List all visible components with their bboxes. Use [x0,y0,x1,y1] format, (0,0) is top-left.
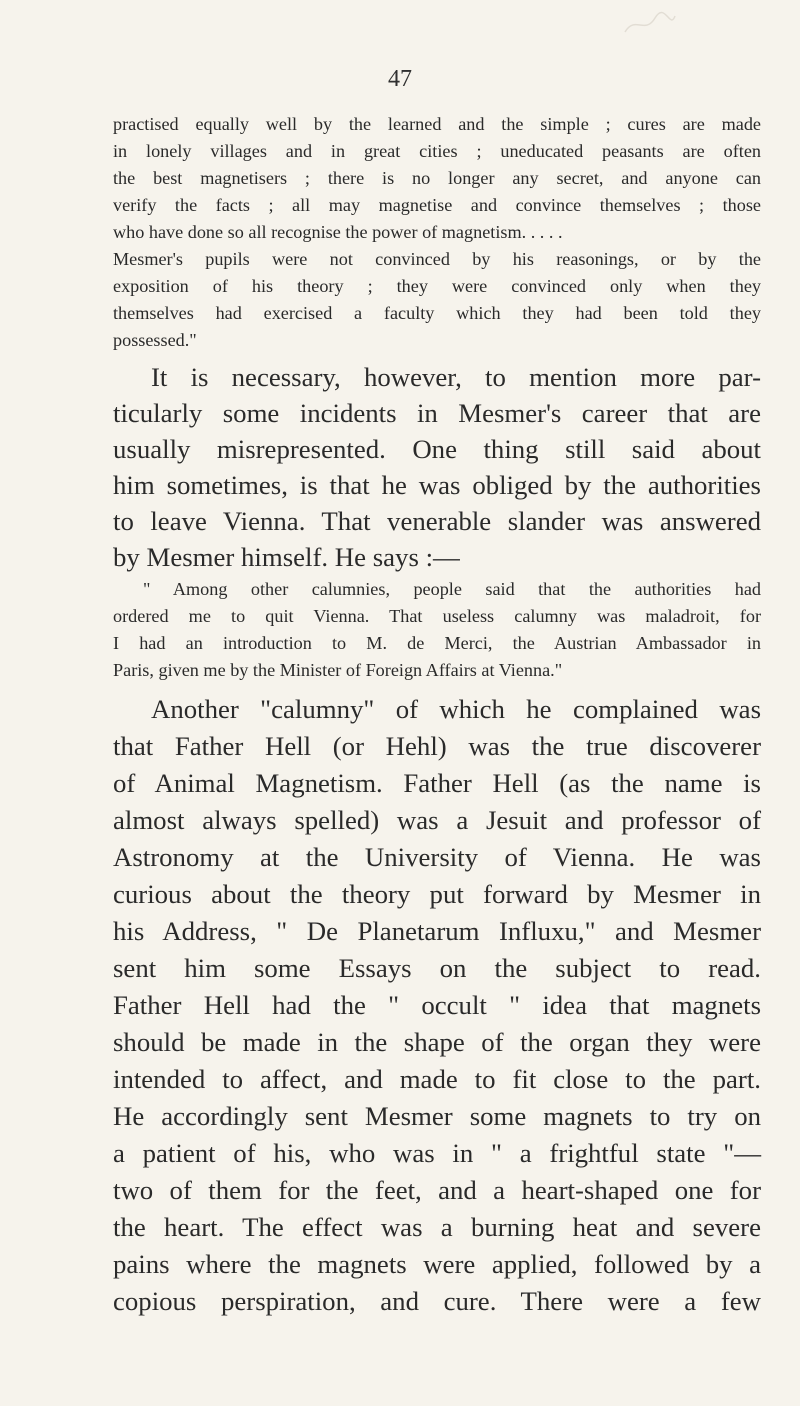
text-line: two of them for the feet, and a heart-shaped one for [113,1175,761,1205]
text-line: It is necessary, however, to mention more par- [151,362,761,392]
text-line: almost always spelled) was a Jesuit and professor of [113,805,761,835]
text-line: ordered me to quit Vienna. That useless calumny was maladroit, for [113,606,761,626]
text-line: who have done so all recognise the power of magnetism. . . . . [113,222,563,242]
text-line: that Father Hell (or Hehl) was the true discoverer [113,731,761,761]
text-line: a patient of his, who was in " a frightful state "— [113,1138,761,1168]
text-line: should be made in the shape of the organ they were [113,1027,761,1057]
text-line: of Animal Magnetism. Father Hell (as the name is [113,768,761,798]
text-line: Paris, given me by the Minister of Foreign Affairs at Vienna." [113,660,563,680]
text-line: verify the facts ; all may magnetise and convince themselves ; those [113,195,761,215]
text-line: Another "calumny" of which he complained was [151,694,761,724]
text-line: ticularly some incidents in Mesmer's career that are [113,398,761,428]
text-line: to leave Vienna. That venerable slander was answered [113,506,761,536]
text-line: the best magnetisers ; there is no longer any secret, and anyone can [113,168,761,188]
text-line: the heart. The effect was a burning heat and severe [113,1212,761,1242]
text-line: practised equally well by the learned and the simple ; cures are made [113,114,761,134]
text-line: He accordingly sent Mesmer some magnets to try on [113,1101,761,1131]
text-line: themselves had exercised a faculty which they had been told they [113,303,761,323]
text-line: in lonely villages and in great cities ; uneducated peasants are often [113,141,761,161]
text-line: Father Hell had the " occult " idea that magnets [113,990,761,1020]
page-number: 47 [388,66,412,92]
text-line: him sometimes, is that he was obliged by the authorities [113,470,761,500]
text-line: usually misrepresented. One thing still said about [113,434,761,464]
text-line: his Address, " De Planetarum Influxu," and Mesmer [113,916,761,946]
text-line: Mesmer's pupils were not convinced by his reasonings, or by the [113,249,761,269]
text-line: curious about the theory put forward by Mesmer in [113,879,761,909]
text-line: pains where the magnets were applied, followed by a [113,1249,761,1279]
text-line: sent him some Essays on the subject to read. [113,953,761,983]
paper-stain-mark [620,10,680,40]
text-line: exposition of his theory ; they were convinced only when they [113,276,761,296]
text-line: " Among other calumnies, people said that the authorities had [143,579,761,599]
text-line: by Mesmer himself. He says :— [113,542,460,572]
text-line: Astronomy at the University of Vienna. He was [113,842,761,872]
text-line: possessed." [113,330,197,350]
text-line: copious perspiration, and cure. There were a few [113,1286,761,1316]
text-line: intended to affect, and made to fit close to the part. [113,1064,761,1094]
text-line: I had an introduction to M. de Merci, the Austrian Ambassador in [113,633,761,653]
